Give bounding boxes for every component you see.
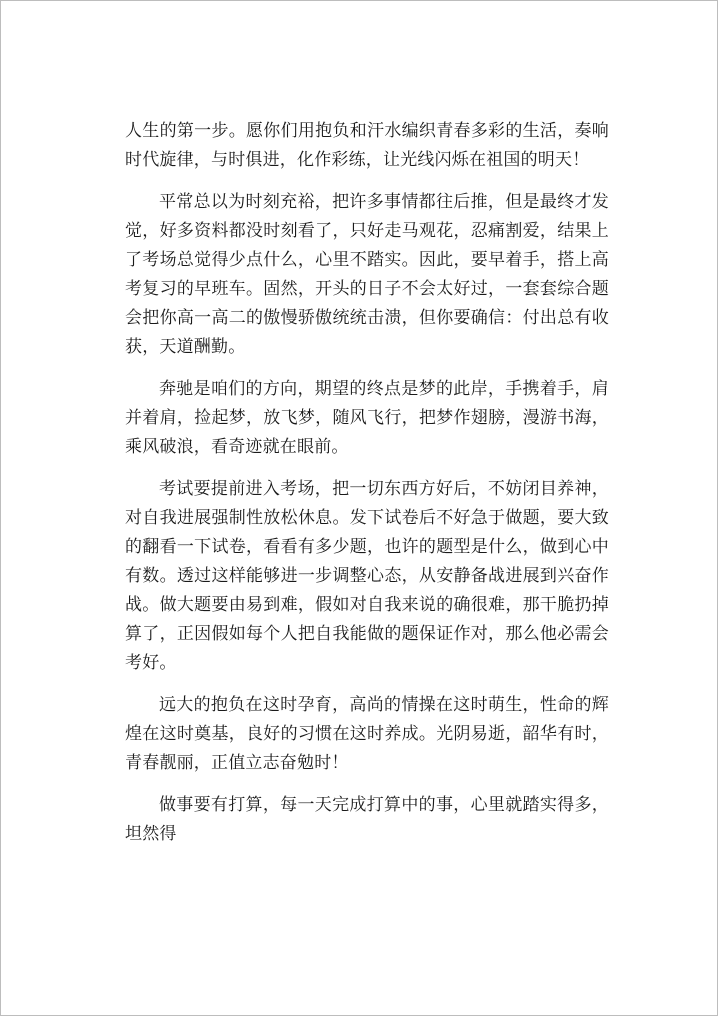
paragraph-5: 远大的抱负在这时孕育，高尚的情操在这时萌生，性命的辉煌在这时奠基，良好的习惯在这时养成。光阴易逝，韶华有时，青春靓丽，正值立志奋勉时！ <box>125 695 609 773</box>
paragraph-4: 考试要提前进入考场，把一切东西方好后，不妨闭目养神，对自我进展强制性放松休息。发下试卷后不好急于做题，要大致的翻看一下试卷，看看有多少题，也许的题型是什么，做到心中有数。透过这样能够进一步调整心态，从安静备战进展到兴奋作战。做大题要由易到难，假如对自我来说的确很难，那干脆扔掉算了，正因假如每个人把自我能做的题保证作对，那么他必需会考好。 <box>125 479 609 673</box>
paragraph-6: 做事要有打算，每一天完成打算中的事，心里就踏实得多，坦然得 <box>125 795 609 844</box>
paragraph-2: 平常总以为时刻充裕，把许多事情都往后推，但是最终才发觉，好多资料都没时刻看了，只好走马观花，忍痛割爱，结果上了考场总觉得少点什么，心里不踏实。因此，要早着手，搭上高考复习的早班车。固然，开头的日子不会太好过，一套套综合题会把你高一高二的傲慢骄傲统统击溃，但你要确信：付出总有收获，天道酬勤。 <box>125 192 609 357</box>
paragraph-1: 人生的第一步。愿你们用抱负和汗水编织青春多彩的生活，奏响时代旋律，与时俱进，化作彩练，让光线闪烁在祖国的明天！ <box>125 121 609 170</box>
paragraph-3: 奔驰是咱们的方向，期望的终点是梦的此岸，手携着手，肩并着肩，捡起梦，放飞梦，随风飞行，把梦作翅膀，漫游书海，乘风破浪，看奇迹就在眼前。 <box>125 379 609 457</box>
document-body <box>125 117 609 862</box>
